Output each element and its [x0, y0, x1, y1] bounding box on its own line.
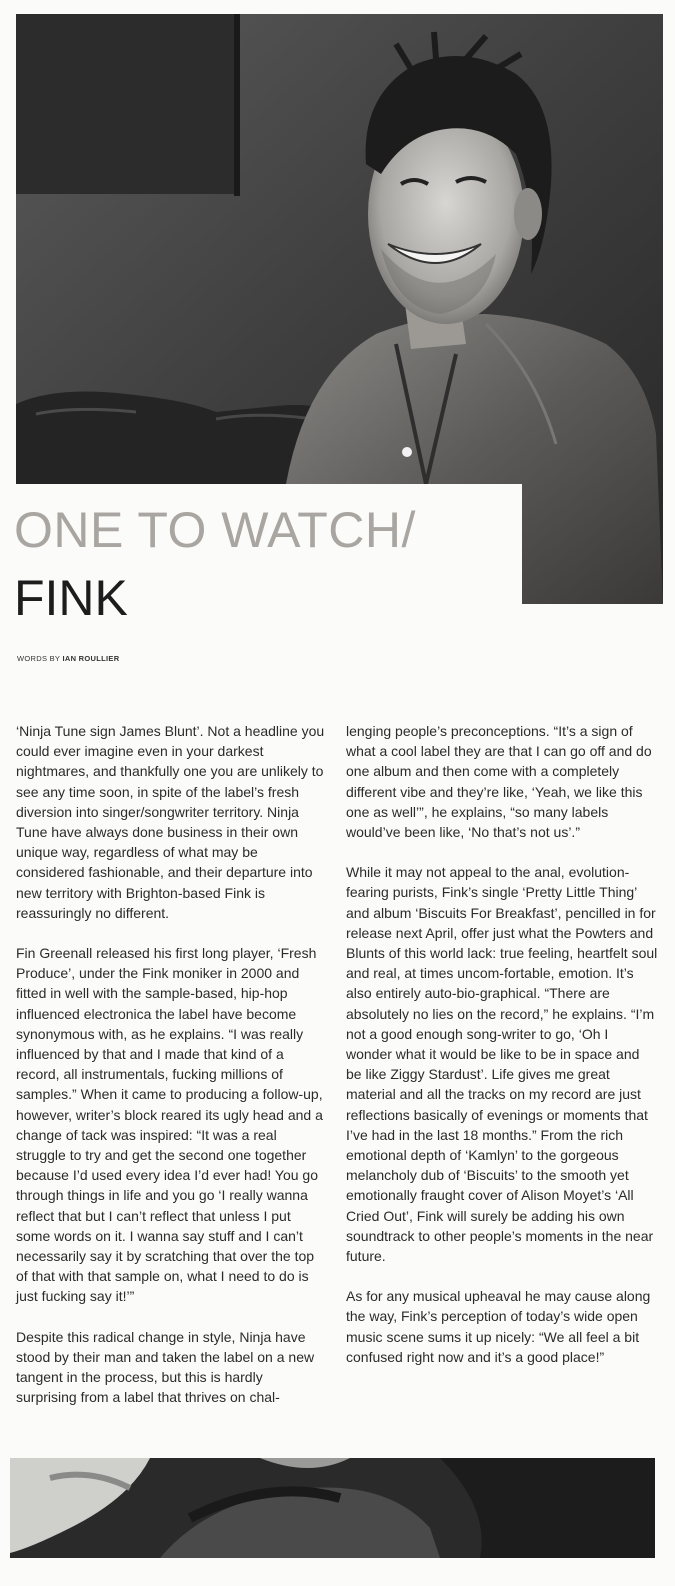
article-column-right [346, 721, 658, 1387]
paragraph: Fin Greenall released his first long player, ‘Fresh Produce’, under the Fink moniker in 2000 and fitted in well with the sample-based, hip-hop influenced electronica the label have become synonymous with, as he explains. “I was really influenced by that and I made that kind of a record, all instrumentals, fucking millions of samples.” When it came to producing a follow-up, however, writer’s block reared its ugly head and a change of tack was inspired: “It was a real struggle to try and get the second one together because I’d used every idea I’d ever had! You go through things in life and you go ‘I really wanna reflect that but I can’t reflect that unless I put some words on it. I wanna say stuff and I can’t necessarily say it by scratching that over the top of that with that sample on, what I need to do is just fucking say it!’” [16, 945, 323, 1305]
bottom-photo-art [10, 1458, 655, 1558]
section-kicker: ONE TO WATCH/ [14, 502, 416, 558]
paragraph: While it may not appeal to the anal, evolution-fearing purists, Fink’s single ‘Pretty Little Thing’ and album ‘Biscuits For Breakfast’, pencilled in for release next April, offer just what the Powters and Blunts of this world lack: true feeling, heartfelt soul and real, at times uncom-fortable, emotion. It’s also entirely auto-bio-graphical. “There are absolutely no lies on the record,” he explains. “I’m not a good enough song-writer to go, ‘Oh I wonder what it would be like to be in space and be like Ziggy Stardust’. Life gives me great material and all the tracks on my record are just reflections basically of evenings or moments that I’ve had in the last 18 months.” From the rich emotional depth of ‘Kamlyn’ to the gorgeous melancholy dub of ‘Biscuits’ to the smooth yet emotionally fraught cover of Alison Moyet’s ‘All Cried Out’, Fink will surely be adding his own soundtrack to other people’s moments in the near future. [346, 864, 658, 1265]
article-title: FINK [14, 570, 128, 626]
byline [17, 654, 119, 663]
byline-prefix: WORDS BY [17, 654, 63, 663]
byline-author: IAN ROULLIER [62, 654, 120, 663]
paragraph: As for any musical upheaval he may cause along the way, Fink’s perception of today’s wide open music scene sums it up nicely: “We all feel a bit confused right now and it’s a good place!” [346, 1288, 651, 1365]
paragraph: Despite this radical change in style, Ninja have stood by their man and taken the label on a new tangent in the process, but this is hardly surprising from a label that thrives on chal- [16, 1328, 315, 1406]
bottom-photo [10, 1458, 655, 1558]
paragraph: lenging people’s preconceptions. “It’s a sign of what a cool label they are that I can go off and do one album and then come with a completely different vibe and they’re like, ‘Yeah, we like this one as well’”, he explains, “so many labels would’ve been like, ‘No that’s not us’.” [346, 723, 652, 841]
article-column-left [16, 721, 326, 1428]
paragraph: ‘Ninja Tune sign James Blunt’. Not a headline you could ever imagine even in your darkest nightmares, and thankfully one you are unlikely to see any time soon, in spite of the label’s fresh diversion into singer/songwriter territory. Ninja Tune have always done business in their own unique way, regardless of what may be considered fashionable, and their departure into new territory with Brighton-based Fink is reassuringly no different. [16, 723, 325, 921]
